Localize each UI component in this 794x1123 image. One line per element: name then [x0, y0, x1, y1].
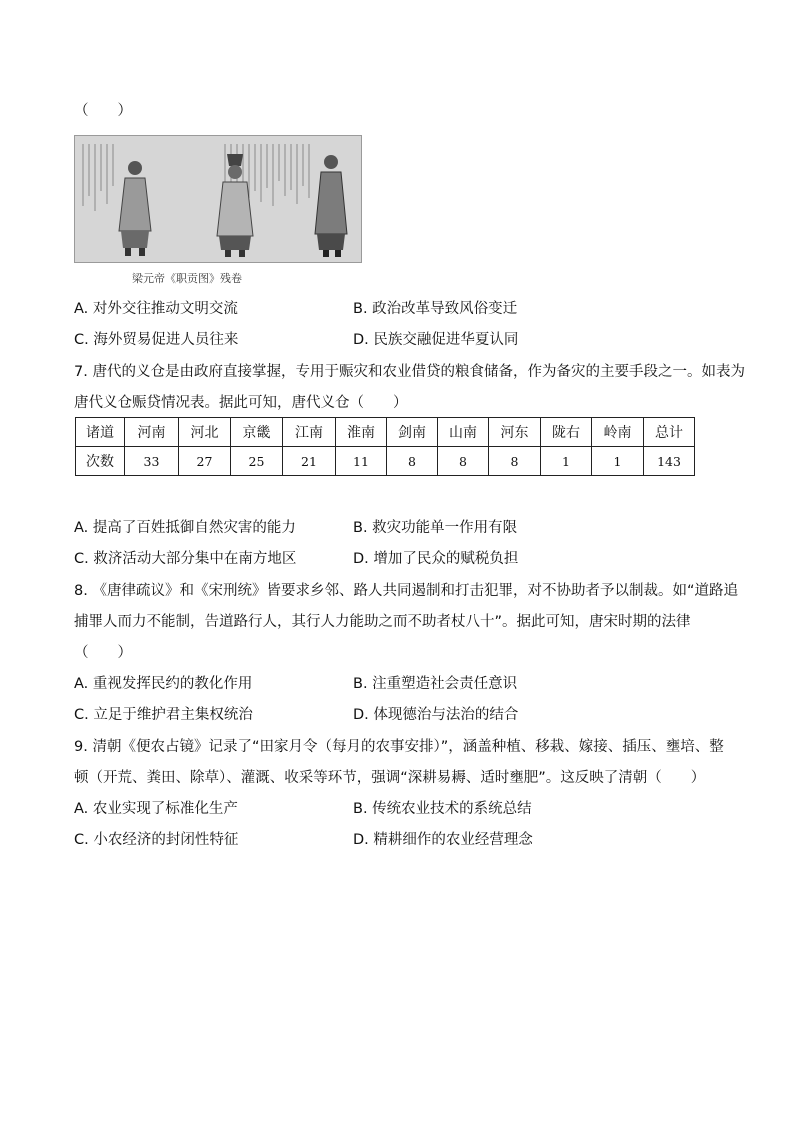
table-cell: 143: [644, 447, 695, 476]
table-cell: 京畿: [231, 418, 283, 447]
figure-caption: 梁元帝《职贡图》残卷: [132, 272, 242, 285]
q6-option-c[interactable]: C. 海外贸易促进人员往来: [74, 332, 239, 348]
painting-figures-illustration: [75, 136, 361, 262]
table-cell: 淮南: [336, 418, 387, 447]
q9-option-b[interactable]: B. 传统农业技术的系统总结: [353, 801, 532, 817]
table-cell: 次数: [76, 447, 125, 476]
table-cell: 河南: [125, 418, 179, 447]
q8-option-a[interactable]: A. 重视发挥民约的教化作用: [74, 676, 253, 692]
q9-option-c[interactable]: C. 小农经济的封闭性特征: [74, 832, 239, 848]
q8-option-c[interactable]: C. 立足于维护君主集权统治: [74, 707, 253, 723]
q6-option-a[interactable]: A. 对外交往推动文明交流: [74, 301, 238, 317]
table-cell: 河北: [179, 418, 231, 447]
q7-option-b[interactable]: B. 救灾功能单一作用有限: [353, 520, 518, 536]
q7-option-d[interactable]: D. 增加了民众的赋税负担: [353, 551, 519, 567]
table-cell: 8: [438, 447, 489, 476]
table-cell: 山南: [438, 418, 489, 447]
q9-stem-line-2: 顿（开荒、粪田、除草）、灌溉、收采等环节，强调“深耕易耨、适时壅肥”。这反映了清朝（ ）: [74, 770, 706, 786]
table-cell: 河东: [489, 418, 541, 447]
table-cell: 8: [387, 447, 438, 476]
table-cell: 21: [283, 447, 336, 476]
q7-stem-line-2: 唐代义仓赈贷情况表。据此可知，唐代义仓（ ）: [74, 395, 408, 411]
table-cell: 27: [179, 447, 231, 476]
table-row: [76, 447, 695, 476]
table-cell: 33: [125, 447, 179, 476]
table-cell: 剑南: [387, 418, 438, 447]
table-cell: 25: [231, 447, 283, 476]
q6-option-b[interactable]: B. 政治改革导致风俗变迁: [353, 301, 518, 317]
q9-stem-line-1: 9. 清朝《便农占镜》记录了“田家月令（每月的农事安排）”，涵盖种植、移栽、嫁接、插压、壅培、整: [74, 739, 724, 755]
table-cell: 1: [592, 447, 644, 476]
painting-image: [74, 135, 362, 263]
q8-option-d[interactable]: D. 体现德治与法治的结合: [353, 707, 519, 723]
q7-stem-line-1: 7. 唐代的义仓是由政府直接掌握，专用于赈灾和农业借贷的粮食储备，作为备灾的主要手段之一。如表为: [74, 364, 745, 380]
table-cell: 11: [336, 447, 387, 476]
q9-option-d[interactable]: D. 精耕细作的农业经营理念: [353, 832, 533, 848]
table-cell: 江南: [283, 418, 336, 447]
table-cell: 总计: [644, 418, 695, 447]
table-header-row: [76, 418, 695, 447]
table-cell: 陇右: [541, 418, 592, 447]
table-cell: 岭南: [592, 418, 644, 447]
table-cell: 诸道: [76, 418, 125, 447]
q8-option-b[interactable]: B. 注重塑造社会责任意识: [353, 676, 518, 692]
table-cell: 1: [541, 447, 592, 476]
q9-option-a[interactable]: A. 农业实现了标准化生产: [74, 801, 238, 817]
q7-option-c[interactable]: C. 救济活动大部分集中在南方地区: [74, 551, 297, 567]
question-6-bracket: （ ）: [74, 103, 132, 119]
granary-relief-table: [75, 417, 695, 476]
q8-stem-line-1: 8. 《唐律疏议》和《宋刑统》皆要求乡邻、路人共同遏制和打击犯罪，对不协助者予以制裁。如“道路追: [74, 583, 738, 599]
q8-stem-line-2: 捕罪人而力不能制，告道路行人，其行人力能助之而不助者杖八十”。据此可知，唐宋时期的法律: [74, 614, 691, 630]
q6-option-d[interactable]: D. 民族交融促进华夏认同: [353, 332, 519, 348]
q7-option-a[interactable]: A. 提高了百姓抵御自然灾害的能力: [74, 520, 296, 536]
table-cell: 8: [489, 447, 541, 476]
q8-stem-line-3: （ ）: [74, 645, 132, 661]
